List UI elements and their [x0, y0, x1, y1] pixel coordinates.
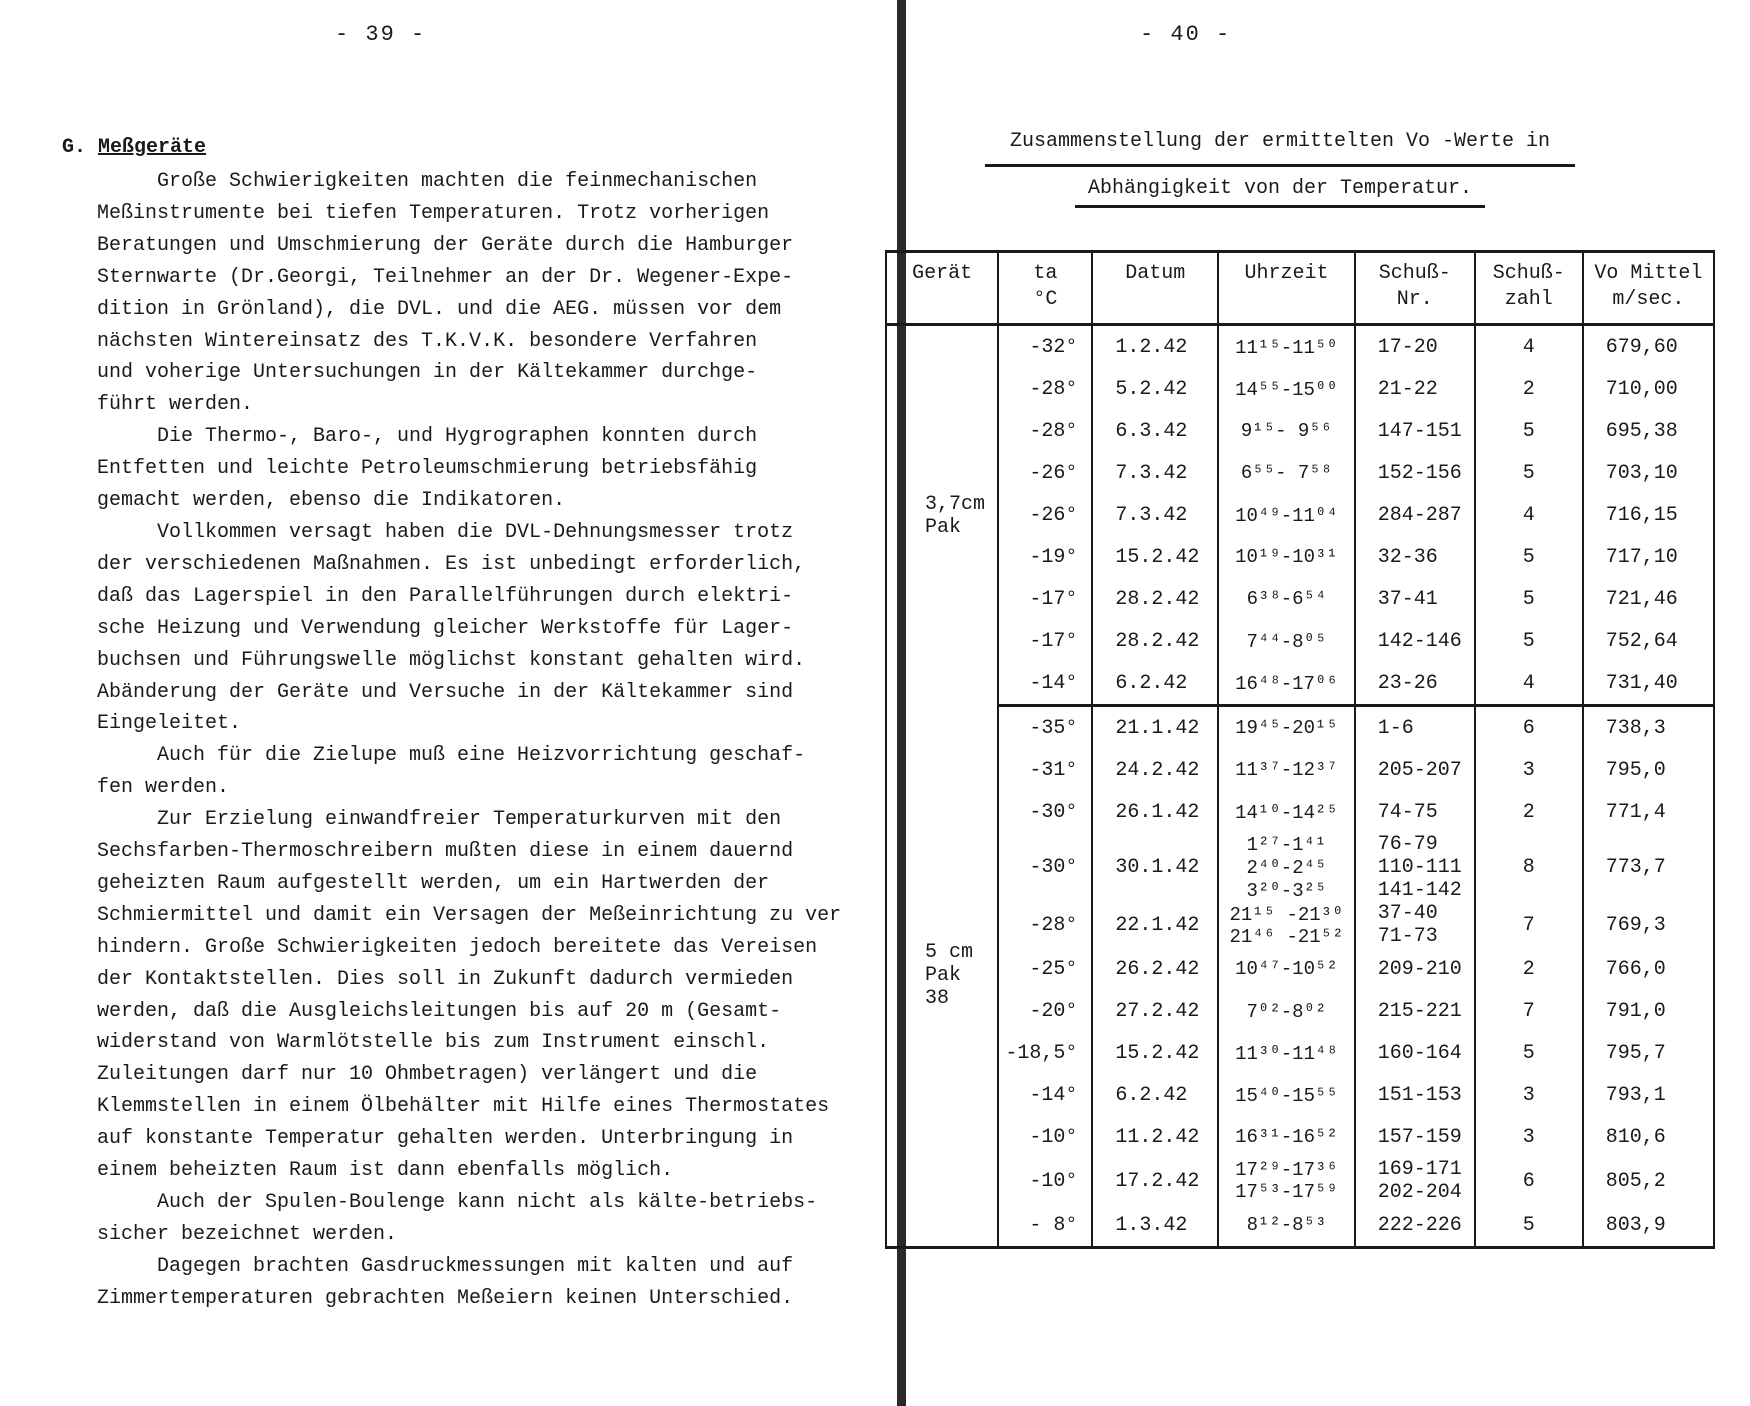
vo-mean-cell: 716,15: [1583, 494, 1714, 536]
body-line: hindern. Große Schwierigkeiten jedoch bereitete das Vereisen: [97, 935, 818, 959]
vo-mean-cell: 766,0: [1583, 948, 1714, 990]
body-line: daß das Lagerspiel in den Parallelführungen durch elektri-: [97, 584, 794, 608]
table-row: [886, 620, 1714, 662]
vo-mean-cell: 738,3: [1583, 706, 1714, 750]
body-line: Beratungen und Umschmierung der Geräte durch die Hamburger: [97, 233, 794, 257]
time-cell: 7⁴⁴-8⁰⁵: [1218, 620, 1355, 662]
geraet-label: Pak: [925, 515, 962, 539]
shot-count-cell: 3: [1475, 749, 1583, 791]
shot-number-cell: 23-26: [1355, 662, 1475, 706]
shot-count-cell: 5: [1475, 536, 1583, 578]
shot-number-cell: 160-164: [1355, 1032, 1475, 1074]
time-cell: 7⁰²-8⁰²: [1218, 990, 1355, 1032]
time-cell: 16³¹-16⁵²: [1218, 1116, 1355, 1158]
shot-count-cell: 5: [1475, 578, 1583, 620]
shot-count-cell: 8: [1475, 833, 1583, 902]
date-cell: 6.2.42: [1092, 662, 1218, 706]
shot-number-cell: 209-210: [1355, 948, 1475, 990]
date-cell: 7.3.42: [1092, 494, 1218, 536]
shot-number-cell: 151-153: [1355, 1074, 1475, 1116]
body-line: Große Schwierigkeiten machten die feinmechanischen: [157, 170, 758, 193]
date-cell: 17.2.42: [1092, 1158, 1218, 1204]
shot-number-cell: 222-226: [1355, 1204, 1475, 1248]
body-line: Entfetten und leichte Petroleumschmierung betriebsfähig: [97, 457, 758, 481]
date-cell: 1.2.42: [1092, 325, 1218, 369]
geraet-label: 5 cm: [925, 941, 974, 965]
table-row: [886, 833, 1714, 902]
temperature-cell: -10°: [998, 1116, 1092, 1158]
table-row: [886, 749, 1714, 791]
body-line: Sternwarte (Dr.Georgi, Teilnehmer an der Dr. Wegener-Expe-: [97, 265, 794, 289]
shot-count-cell: 2: [1475, 791, 1583, 833]
body-line: Abänderung der Geräte und Versuche in der Kältekammer sind: [97, 680, 794, 704]
body-line: geheizten Raum aufgestellt werden, um ein Hartwerden der: [97, 871, 770, 895]
shot-number-cell: 147-151: [1355, 410, 1475, 452]
date-cell: 6.3.42: [1092, 410, 1218, 452]
shot-number-cell: 74-75: [1355, 791, 1475, 833]
shot-count-cell: 4: [1475, 325, 1583, 369]
page-number-left: - 39 -: [335, 22, 427, 47]
table-title: [985, 126, 1575, 208]
temperature-cell: -19°: [998, 536, 1092, 578]
shot-count-cell: 3: [1475, 1074, 1583, 1116]
time-cell: 8¹²-8⁵³: [1218, 1204, 1355, 1248]
vo-mean-cell: 805,2: [1583, 1158, 1714, 1204]
date-cell: 30.1.42: [1092, 833, 1218, 902]
shot-count-cell: 7: [1475, 990, 1583, 1032]
table-row: [886, 791, 1714, 833]
date-cell: 28.2.42: [1092, 620, 1218, 662]
shot-number-cell: 32-36: [1355, 536, 1475, 578]
body-line: sche Heizung und Verwendung gleicher Werkstoffe für Lager-: [97, 616, 794, 640]
section-heading: [62, 136, 206, 159]
body-line: Meßinstrumente bei tiefen Temperaturen. Trotz vorherigen: [97, 201, 770, 225]
time-cell: 6⁵⁵- 7⁵⁸: [1218, 452, 1355, 494]
table-row: [886, 1204, 1714, 1248]
date-cell: 21.1.42: [1092, 706, 1218, 750]
table-row: [886, 1116, 1714, 1158]
time-cell: 1²⁷-1⁴¹ 2⁴⁰-2⁴⁵ 3²⁰-3²⁵: [1218, 833, 1355, 902]
date-cell: 26.2.42: [1092, 948, 1218, 990]
body-line: Die Thermo-, Baro-, und Hygrographen konnten durch: [157, 425, 758, 449]
table-row: [886, 948, 1714, 990]
table-row: [886, 1158, 1714, 1204]
vo-mean-cell: 731,40: [1583, 662, 1714, 706]
temperature-cell: -14°: [998, 1074, 1092, 1116]
shot-count-cell: 3: [1475, 1116, 1583, 1158]
header-geraet: Gerät: [886, 252, 998, 325]
body-line: Klemmstellen in einem Ölbehälter mit Hilfe eines Thermostates: [97, 1095, 830, 1119]
body-line: gemacht werden, ebenso die Indikatoren.: [97, 489, 566, 513]
shot-number-cell: 215-221: [1355, 990, 1475, 1032]
vo-mean-cell: 703,10: [1583, 452, 1714, 494]
table-row: [886, 1032, 1714, 1074]
date-cell: 26.1.42: [1092, 791, 1218, 833]
table-row: [886, 368, 1714, 410]
temperature-cell: -25°: [998, 948, 1092, 990]
shot-number-cell: 152-156: [1355, 452, 1475, 494]
temperature-cell: -18,5°: [998, 1032, 1092, 1074]
time-cell: 6³⁸-6⁵⁴: [1218, 578, 1355, 620]
shot-number-cell: 21-22: [1355, 368, 1475, 410]
shot-count-cell: 7: [1475, 902, 1583, 948]
shot-count-cell: 5: [1475, 1204, 1583, 1248]
temperature-cell: -20°: [998, 990, 1092, 1032]
vo-values-table: [885, 250, 1715, 1249]
table-row: [886, 902, 1714, 948]
table-title-line-1: Zusammenstellung der ermittelten Vo -Werte in: [985, 126, 1575, 167]
temperature-cell: -31°: [998, 749, 1092, 791]
body-line: nächsten Wintereinsatz des T.K.V.K. besondere Verfahren: [97, 329, 758, 353]
table-row: [886, 990, 1714, 1032]
time-cell: 17²⁹-17³⁶ 17⁵³-17⁵⁹: [1218, 1158, 1355, 1204]
date-cell: 28.2.42: [1092, 578, 1218, 620]
geraet-label: 3,7cm: [925, 492, 986, 516]
table-header-row: [886, 252, 1714, 325]
date-cell: 6.2.42: [1092, 1074, 1218, 1116]
time-cell: 14¹⁰-14²⁵: [1218, 791, 1355, 833]
body-line: Zuleitungen darf nur 10 Ohmbetragen) verlängert und die: [97, 1063, 758, 1087]
date-cell: 15.2.42: [1092, 536, 1218, 578]
body-line: Auch für die Zielupe muß eine Heizvorrichtung geschaf-: [157, 744, 806, 768]
body-line: dition in Grönland), die DVL. und die AEG. müssen vor dem: [97, 297, 782, 321]
temperature-cell: -14°: [998, 662, 1092, 706]
shot-count-cell: 5: [1475, 620, 1583, 662]
temperature-cell: -35°: [998, 706, 1092, 750]
page-number-right: - 40 -: [1140, 22, 1232, 47]
table-row: [886, 1074, 1714, 1116]
vo-mean-cell: 752,64: [1583, 620, 1714, 662]
temperature-cell: -30°: [998, 833, 1092, 902]
body-line: fen werden.: [97, 776, 230, 800]
time-cell: 10⁴⁷-10⁵²: [1218, 948, 1355, 990]
geraet-label: Pak 38: [925, 964, 962, 1011]
shot-count-cell: 6: [1475, 1158, 1583, 1204]
shot-count-cell: 4: [1475, 662, 1583, 706]
temperature-cell: -28°: [998, 902, 1092, 948]
body-line: führt werden.: [97, 393, 254, 417]
table-row: [886, 536, 1714, 578]
shot-number-cell: 17-20: [1355, 325, 1475, 369]
temperature-cell: -17°: [998, 620, 1092, 662]
body-line: Zimmertemperaturen gebrachten Meßeiern keinen Unterschied.: [97, 1286, 794, 1310]
temperature-cell: -17°: [998, 578, 1092, 620]
header-ta: ta °C: [998, 252, 1092, 325]
section-letter: G.: [62, 136, 87, 159]
body-line: Sechsfarben-Thermoschreibern mußten diese in einem dauernd: [97, 840, 794, 864]
time-cell: 9¹⁵- 9⁵⁶: [1218, 410, 1355, 452]
vo-mean-cell: 771,4: [1583, 791, 1714, 833]
shot-number-cell: 37-40 71-73: [1355, 902, 1475, 948]
shot-number-cell: 142-146: [1355, 620, 1475, 662]
vo-mean-cell: 791,0: [1583, 990, 1714, 1032]
time-cell: 11¹⁵-11⁵⁰: [1218, 325, 1355, 369]
date-cell: 1.3.42: [1092, 1204, 1218, 1248]
table-row: [886, 410, 1714, 452]
shot-count-cell: 2: [1475, 948, 1583, 990]
time-cell: 11³⁷-12³⁷: [1218, 749, 1355, 791]
time-cell: 10¹⁹-10³¹: [1218, 536, 1355, 578]
shot-count-cell: 5: [1475, 410, 1583, 452]
body-line: Eingeleitet.: [97, 712, 242, 736]
shot-number-cell: 37-41: [1355, 578, 1475, 620]
table-row: [886, 578, 1714, 620]
temperature-cell: -32°: [998, 325, 1092, 369]
vo-mean-cell: 810,6: [1583, 1116, 1714, 1158]
shot-number-cell: 157-159: [1355, 1116, 1475, 1158]
body-line: buchsen und Führungswelle möglichst konstant gehalten wird.: [97, 648, 806, 672]
body-line: werden, daß die Ausgleichsleitungen bis auf 20 m (Gesamt-: [97, 999, 782, 1023]
temperature-cell: - 8°: [998, 1204, 1092, 1248]
table-row: [886, 325, 1714, 369]
time-cell: 15⁴⁰-15⁵⁵: [1218, 1074, 1355, 1116]
header-vo-mittel: Vo Mittel m/sec.: [1583, 252, 1714, 325]
table-row: [886, 452, 1714, 494]
vo-mean-cell: 695,38: [1583, 410, 1714, 452]
body-line: widerstand von Warmlötstelle bis zum Instrument einschl.: [97, 1031, 770, 1055]
date-cell: 15.2.42: [1092, 1032, 1218, 1074]
body-line: Schmiermittel und damit ein Versagen der Meßeinrichtung zu ver: [97, 903, 842, 927]
vo-mean-cell: 710,00: [1583, 368, 1714, 410]
time-cell: 21¹⁵ -21³⁰ 21⁴⁶ -21⁵²: [1218, 902, 1355, 948]
vo-mean-cell: 795,0: [1583, 749, 1714, 791]
vo-mean-cell: 773,7: [1583, 833, 1714, 902]
vo-mean-cell: 717,10: [1583, 536, 1714, 578]
temperature-cell: -10°: [998, 1158, 1092, 1204]
temperature-cell: -30°: [998, 791, 1092, 833]
time-cell: 11³⁰-11⁴⁸: [1218, 1032, 1355, 1074]
body-text: [97, 166, 897, 1315]
body-line: und voherige Untersuchungen in der Kältekammer durchge-: [97, 361, 758, 385]
time-cell: 10⁴⁹-11⁰⁴: [1218, 494, 1355, 536]
vo-mean-cell: 803,9: [1583, 1204, 1714, 1248]
shot-number-cell: 205-207: [1355, 749, 1475, 791]
time-cell: 14⁵⁵-15⁰⁰: [1218, 368, 1355, 410]
time-cell: 16⁴⁸-17⁰⁶: [1218, 662, 1355, 706]
shot-count-cell: 4: [1475, 494, 1583, 536]
body-line: Vollkommen versagt haben die DVL-Dehnungsmesser trotz: [157, 520, 794, 544]
body-line: Zur Erzielung einwandfreier Temperaturkurven mit den: [157, 808, 782, 832]
geraet-cell: [886, 706, 998, 1248]
shot-count-cell: 6: [1475, 706, 1583, 750]
vo-mean-cell: 793,1: [1583, 1074, 1714, 1116]
body-line: der Kontaktstellen. Dies soll in Zukunft dadurch vermieden: [97, 967, 794, 991]
shot-number-cell: 169-171 202-204: [1355, 1158, 1475, 1204]
section-title: Meßgeräte: [98, 136, 207, 159]
body-line: Auch der Spulen-Boulenge kann nicht als kälte-betriebs-: [157, 1191, 818, 1214]
body-line: sicher bezeichnet werden.: [97, 1222, 398, 1246]
body-line: der verschiedenen Maßnahmen. Es ist unbedingt erforderlich,: [97, 552, 806, 576]
temperature-cell: -28°: [998, 368, 1092, 410]
shot-count-cell: 5: [1475, 452, 1583, 494]
header-schuss-nr: Schuß- Nr.: [1355, 252, 1475, 325]
shot-number-cell: 76-79 110-111 141-142: [1355, 833, 1475, 902]
body-line: auf konstante Temperatur gehalten werden. Unterbringung in: [97, 1127, 794, 1151]
table-title-line-2: Abhängigkeit von der Temperatur.: [1075, 173, 1485, 208]
header-schusszahl: Schuß- zahl: [1475, 252, 1583, 325]
vo-mean-cell: 679,60: [1583, 325, 1714, 369]
vo-mean-cell: 721,46: [1583, 578, 1714, 620]
shot-count-cell: 2: [1475, 368, 1583, 410]
body-line: einem beheizten Raum ist dann ebenfalls möglich.: [97, 1159, 674, 1183]
shot-number-cell: 284-287: [1355, 494, 1475, 536]
time-cell: 19⁴⁵-20¹⁵: [1218, 706, 1355, 750]
date-cell: 24.2.42: [1092, 749, 1218, 791]
temperature-cell: -28°: [998, 410, 1092, 452]
shot-number-cell: 1-6: [1355, 706, 1475, 750]
header-uhrzeit: Uhrzeit: [1218, 252, 1355, 325]
temperature-cell: -26°: [998, 494, 1092, 536]
date-cell: 5.2.42: [1092, 368, 1218, 410]
vo-mean-cell: 795,7: [1583, 1032, 1714, 1074]
date-cell: 22.1.42: [1092, 902, 1218, 948]
temperature-cell: -26°: [998, 452, 1092, 494]
date-cell: 7.3.42: [1092, 452, 1218, 494]
header-datum: Datum: [1092, 252, 1218, 325]
table-row: [886, 494, 1714, 536]
shot-count-cell: 5: [1475, 1032, 1583, 1074]
body-line: Dagegen brachten Gasdruckmessungen mit kalten und auf: [157, 1254, 794, 1278]
date-cell: 27.2.42: [1092, 990, 1218, 1032]
table-row: [886, 662, 1714, 706]
table-row: [886, 706, 1714, 750]
geraet-cell: [886, 325, 998, 706]
date-cell: 11.2.42: [1092, 1116, 1218, 1158]
vo-mean-cell: 769,3: [1583, 902, 1714, 948]
